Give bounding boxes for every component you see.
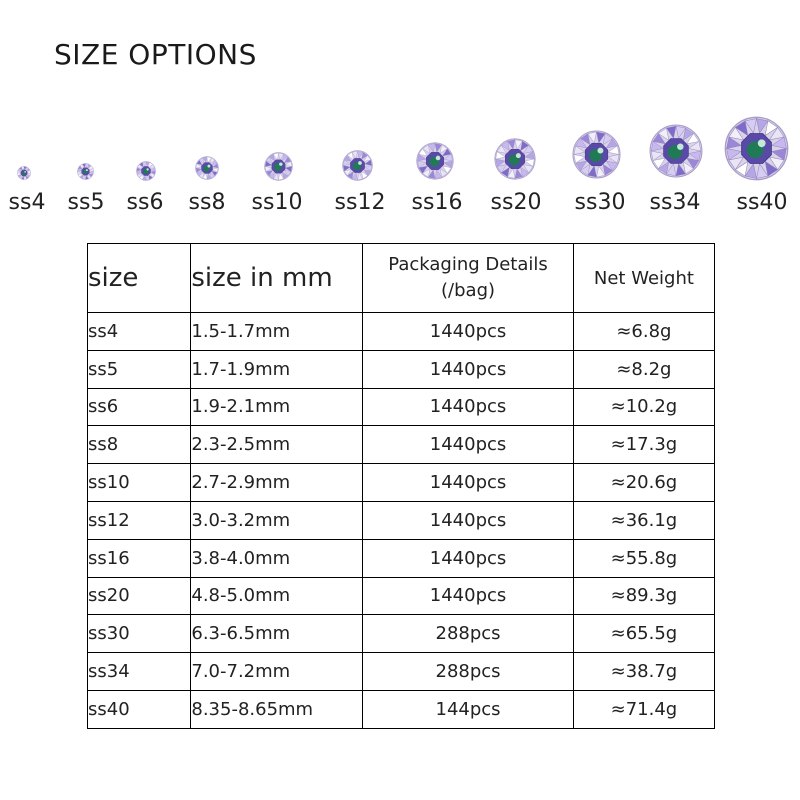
cell-packaging: 1440pcs (363, 426, 574, 464)
header-packaging-details (363, 244, 574, 313)
cell-net-weight: ≈36.1g (573, 501, 714, 539)
header-net-weight: Net Weight (573, 244, 714, 313)
header-packaging-line2: (/bag) (441, 280, 496, 301)
table-row (88, 615, 715, 653)
rhinestone-icon (342, 150, 373, 181)
rhinestone-icon (494, 138, 536, 180)
cell-size: ss10 (88, 464, 191, 502)
table-row (88, 464, 715, 502)
cell-net-weight: ≈55.8g (573, 539, 714, 577)
table-row (88, 539, 715, 577)
cell-net-weight: ≈6.8g (573, 313, 714, 351)
cell-packaging: 288pcs (363, 615, 574, 653)
cell-net-weight: ≈10.2g (573, 388, 714, 426)
rhinestone-icon (724, 116, 789, 181)
size-label: ss10 (251, 190, 303, 215)
table-row (88, 690, 715, 728)
cell-size: ss6 (88, 388, 191, 426)
header-size: size (88, 244, 191, 313)
size-label: ss5 (67, 190, 105, 215)
cell-size: ss16 (88, 539, 191, 577)
size-label: ss8 (188, 190, 226, 215)
rhinestone-icon (572, 130, 621, 179)
cell-size-mm: 4.8-5.0mm (191, 577, 363, 615)
cell-size: ss20 (88, 577, 191, 615)
cell-net-weight: ≈71.4g (573, 690, 714, 728)
page-title: SIZE OPTIONS (54, 38, 257, 71)
cell-size: ss30 (88, 615, 191, 653)
header-size-in-mm: size in mm (191, 244, 363, 313)
cell-packaging: 288pcs (363, 653, 574, 691)
cell-size: ss34 (88, 653, 191, 691)
cell-packaging: 144pcs (363, 690, 574, 728)
cell-size-mm: 1.7-1.9mm (191, 350, 363, 388)
rhinestone-icon (416, 142, 454, 180)
table-row (88, 350, 715, 388)
cell-packaging: 1440pcs (363, 464, 574, 502)
cell-size-mm: 1.5-1.7mm (191, 313, 363, 351)
size-options-row (0, 110, 800, 220)
rhinestone-icon (77, 163, 94, 180)
table-row (88, 577, 715, 615)
cell-size: ss40 (88, 690, 191, 728)
cell-size-mm: 2.7-2.9mm (191, 464, 363, 502)
table-row (88, 501, 715, 539)
rhinestone-icon (17, 166, 31, 180)
table-row (88, 653, 715, 691)
cell-packaging: 1440pcs (363, 501, 574, 539)
size-label: ss12 (334, 190, 386, 215)
cell-size-mm: 7.0-7.2mm (191, 653, 363, 691)
cell-net-weight: ≈20.6g (573, 464, 714, 502)
rhinestone-icon (649, 124, 703, 178)
table-header-row (88, 244, 715, 313)
size-label: ss40 (736, 190, 788, 215)
size-label: ss34 (649, 190, 701, 215)
size-spec-table (87, 243, 715, 729)
rhinestone-icon (136, 161, 156, 181)
cell-net-weight: ≈89.3g (573, 577, 714, 615)
cell-packaging: 1440pcs (363, 388, 574, 426)
rhinestone-icon (264, 152, 293, 181)
cell-size: ss8 (88, 426, 191, 464)
cell-net-weight: ≈65.5g (573, 615, 714, 653)
rhinestone-icon (195, 156, 219, 180)
size-label: ss6 (126, 190, 164, 215)
table-row (88, 388, 715, 426)
size-label: ss30 (574, 190, 626, 215)
cell-net-weight: ≈38.7g (573, 653, 714, 691)
cell-size: ss5 (88, 350, 191, 388)
cell-size-mm: 3.8-4.0mm (191, 539, 363, 577)
cell-size: ss4 (88, 313, 191, 351)
size-label: ss16 (411, 190, 463, 215)
size-label: ss4 (8, 190, 46, 215)
cell-size-mm: 8.35-8.65mm (191, 690, 363, 728)
cell-packaging: 1440pcs (363, 539, 574, 577)
cell-size-mm: 3.0-3.2mm (191, 501, 363, 539)
cell-size-mm: 6.3-6.5mm (191, 615, 363, 653)
cell-size-mm: 1.9-2.1mm (191, 388, 363, 426)
table-row (88, 426, 715, 464)
header-packaging-line1: Packaging Details (388, 254, 548, 275)
table-row (88, 313, 715, 351)
cell-size-mm: 2.3-2.5mm (191, 426, 363, 464)
cell-packaging: 1440pcs (363, 577, 574, 615)
cell-packaging: 1440pcs (363, 313, 574, 351)
cell-net-weight: ≈8.2g (573, 350, 714, 388)
size-label: ss20 (490, 190, 542, 215)
cell-net-weight: ≈17.3g (573, 426, 714, 464)
cell-packaging: 1440pcs (363, 350, 574, 388)
cell-size: ss12 (88, 501, 191, 539)
